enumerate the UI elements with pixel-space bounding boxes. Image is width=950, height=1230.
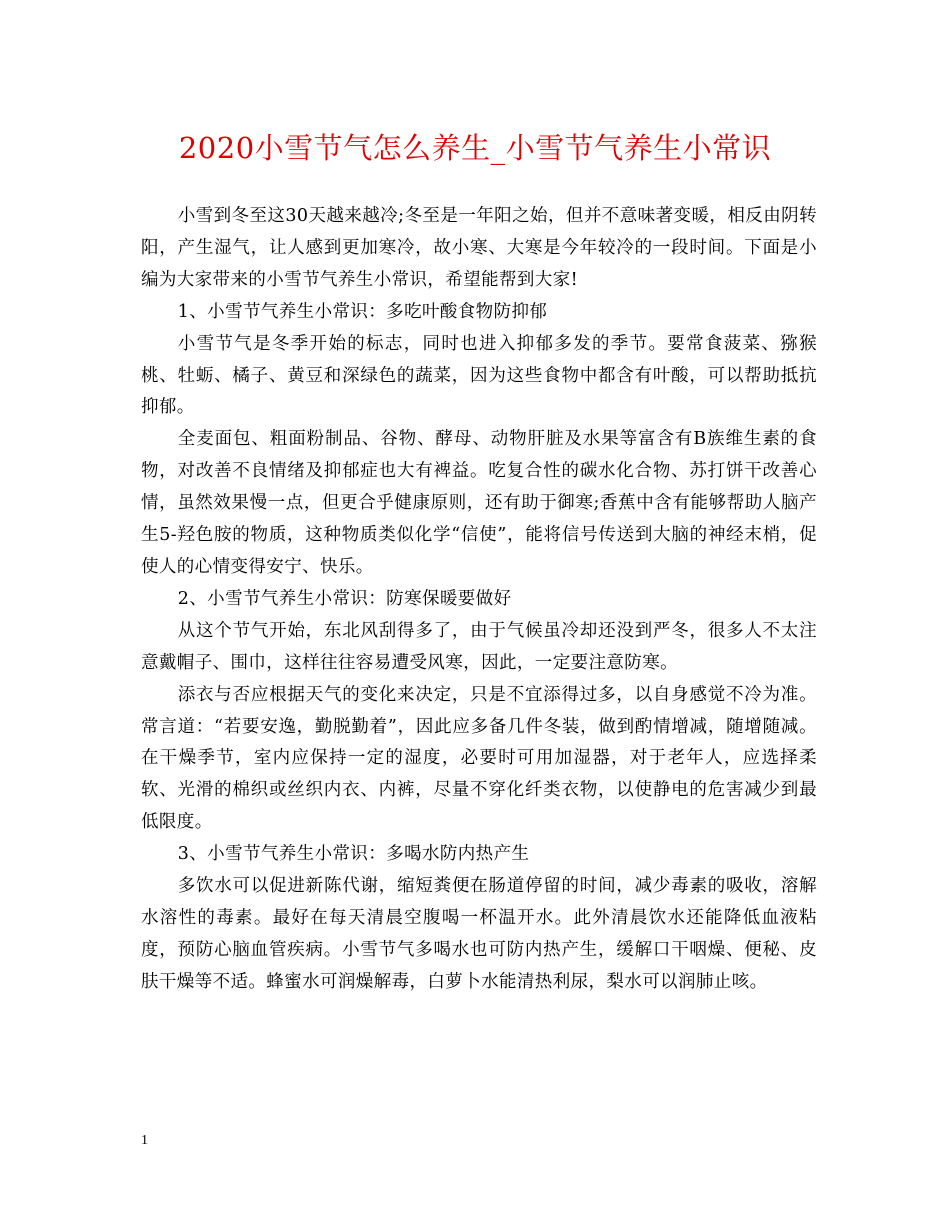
intro-paragraph: 小雪到冬至这30天越来越冷;冬至是一年阳之始，但并不意味著变暖，相反由阴转阳，产生湿气，让人感到更加寒冷，故小寒、大寒是今年较冷的一段时间。下面是小编为大家带来的小雪节气养生小常识，希望能帮到大家! xyxy=(141,206,817,290)
body-paragraph: 全麦面包、粗面粉制品、谷物、酵母、动物肝脏及水果等富含有B族维生素的食物，对改善不良情绪及抑郁症也大有裨益。吃复合性的碳水化合物、苏打饼干改善心情，虽然效果慢一点，但更合乎健康原则，还有助于御寒;香蕉中含有能够帮助人脑产生5-羟色胺的物质，这种物质类似化学“信使”，能将信号传送到大脑的神经末梢，促使人的心情变得安宁、快乐。 xyxy=(141,429,817,577)
body-paragraph: 从这个节气开始，东北风刮得多了，由于气候虽冷却还没到严冬，很多人不太注意戴帽子、围巾，这样往往容易遭受风寒，因此，一定要注意防寒。 xyxy=(141,620,817,673)
article-body xyxy=(141,201,817,999)
body-paragraph: 多饮水可以促进新陈代谢，缩短粪便在肠道停留的时间，减少毒素的吸收，溶解水溶性的毒素。最好在每天清晨空腹喝一杯温开水。此外清晨饮水还能降低血液粘度，预防心脑血管疾病。小雪节气多喝水也可防内热产生，缓解口干咽燥、便秘、皮肤干燥等不适。蜂蜜水可润燥解毒，白萝卜水能清热利尿，梨水可以润肺止咳。 xyxy=(141,876,817,992)
body-paragraph: 小雪节气是冬季开始的标志，同时也进入抑郁多发的季节。要常食菠菜、猕猴桃、牡蛎、橘子、黄豆和深绿色的蔬菜，因为这些食物中都含有叶酸，可以帮助抵抗抑郁。 xyxy=(141,333,817,418)
body-paragraph: 添衣与否应根据天气的变化来决定，只是不宜添得过多，以自身感觉不冷为准。常言道：“若要安逸，勤脱勤着”，因此应多备几件冬装，做到酌情增减，随增随减。在干燥季节，室内应保持一定的湿度，必要时可用加湿器，对于老年人，应选择柔软、光滑的棉织或丝织内衣、内裤，尽量不穿化纤类衣物，以使静电的危害减少到最低限度。 xyxy=(141,684,817,833)
section-heading-1: 1、小雪节气养生小常识：多吃叶酸食物防抑郁 xyxy=(177,301,548,322)
section-heading-2: 2、小雪节气养生小常识：防寒保暖要做好 xyxy=(177,588,512,609)
page-title: 2020小雪节气怎么养生_小雪节气养生小常识 xyxy=(178,131,772,165)
section-heading-3: 3、小雪节气养生小常识：多喝水防内热产生 xyxy=(177,844,530,865)
page-number: 1 xyxy=(141,1133,148,1148)
